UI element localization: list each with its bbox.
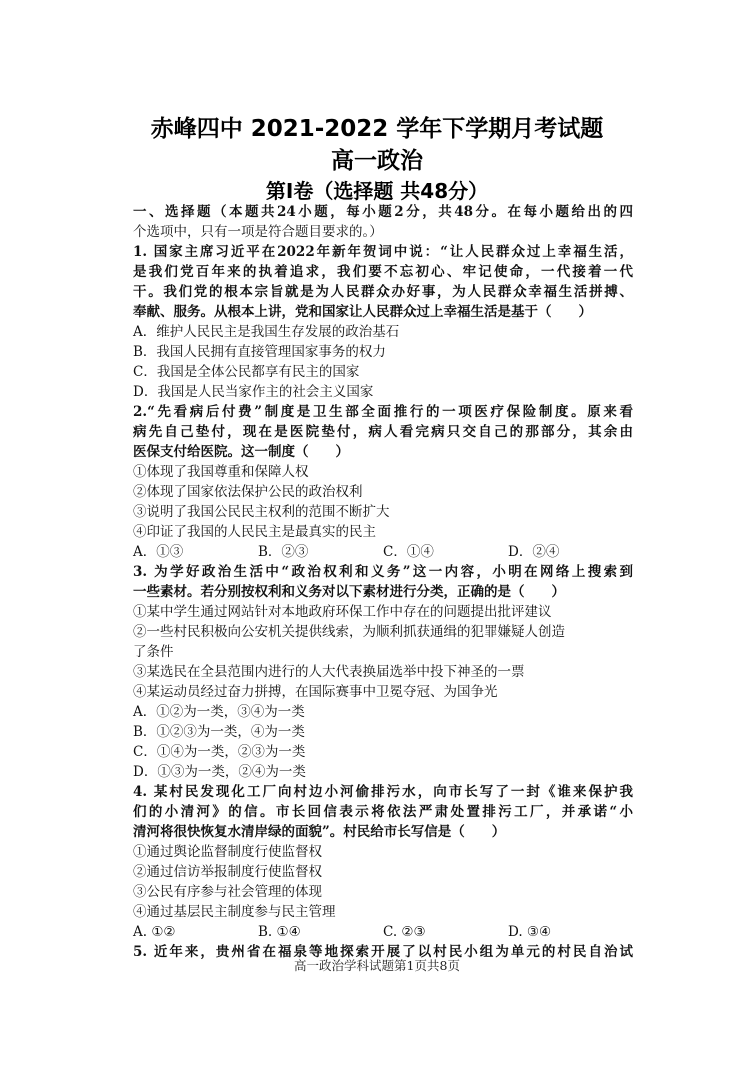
text-line: D．我国是人民当家作主的社会主义国家 [133, 384, 374, 400]
text-line: ①体现了我国尊重和保障人权 [133, 464, 309, 480]
text-line: 干。我们党的根本宗旨就是为人民群众办好事，为人民群众幸福生活拼搏、 [133, 284, 633, 300]
text-line: 一些素材。若分别按权利和义务对以下素材进行分类，正确的是（ ） [133, 584, 565, 600]
text-line: C．我国是全体公民都享有民主的国家 [133, 364, 360, 380]
answer-option: D．②④ [508, 544, 560, 560]
text-line: ②一些村民积极向公安机关提供线索，为顺利抓获通缉的犯罪嫌疑人创造 [133, 624, 565, 640]
answer-option: B．②③ [258, 544, 309, 560]
text-line: A．①②为一类，③④为一类 [133, 704, 305, 720]
answer-option: D. ③④ [508, 924, 552, 940]
text-line: 3. 为学好政治生活中“政治权利和义务”这一内容，小明在网络上搜索到 [133, 564, 633, 580]
text-line: B．我国人民拥有直接管理国家事务的权力 [133, 344, 386, 360]
text-line: ①某中学生通过网站针对本地政府环保工作中存在的问题提出批评建议 [133, 604, 552, 620]
exam-title: 赤峰四中 2021-2022 学年下学期月考试题 [150, 116, 604, 142]
text-line: 们的小清河》的信。市长回信表示将依法严肃处置排污工厂，并承诺“小 [133, 804, 633, 820]
text-line: ②体现了国家依法保护公民的政治权利 [133, 484, 363, 500]
text-line: 2.“先看病后付费”制度是卫生部全面推行的一项医疗保险制度。原来看 [133, 404, 633, 420]
text-line: 是我们党百年来的执着追求，我们要不忘初心、牢记使命，一代接着一代 [133, 264, 633, 280]
page-footer: 高一政治学科试题第1页共8页 [294, 958, 460, 973]
text-line: 清河将很快恢复水清岸绿的面貌”。村民给市长写信是（ ） [133, 824, 506, 840]
text-line: 一、选择题（本题共24小题，每小题2分，共48分。在每小题给出的四 [133, 204, 633, 220]
text-line: B．①②③为一类，④为一类 [133, 724, 305, 740]
text-line: ④某运动员经过奋力拼搏，在国际赛事中卫冕夺冠、为国争光 [133, 684, 498, 700]
answer-option: A．①③ [133, 544, 184, 560]
text-line: 5. 近年来，贵州省在福泉等地探索开展了以村民小组为单元的村民自治试 [133, 944, 633, 960]
text-line: ③说明了我国公民民主权利的范围不断扩大 [133, 504, 390, 520]
text-line: 了条件 [133, 644, 174, 660]
text-line: 病先自己垫付，现在是医院垫付，病人看完病只交自己的那部分，其余由 [133, 424, 633, 440]
answer-option: B. ①④ [258, 924, 301, 940]
section-title: 第Ⅰ卷（选择题 共48分） [265, 179, 489, 203]
text-line: ②通过信访举报制度行使监督权 [133, 864, 322, 880]
text-line: 医保支付给医院。这一制度（ ） [133, 444, 349, 460]
text-line: 个选项中，只有一项是符合题目要求的。） [133, 224, 383, 240]
text-line: D．①③为一类，②④为一类 [133, 764, 306, 780]
subject-title: 高一政治 [331, 148, 423, 174]
text-line: ①通过舆论监督制度行使监督权 [133, 844, 322, 860]
text-line: ④通过基层民主制度参与民主管理 [133, 904, 336, 920]
text-line: 4. 某村民发现化工厂向村边小河偷排污水，向市长写了一封《谁来保护我 [133, 784, 633, 800]
text-line: ③某选民在全县范围内进行的人大代表换届选举中投下神圣的一票 [133, 664, 525, 680]
answer-option: C．①④ [383, 544, 434, 560]
text-line: A．维护人民民主是我国生存发展的政治基石 [133, 324, 400, 340]
text-line: ④印证了我国的人民民主是最真实的民主 [133, 524, 376, 540]
text-line: C．①④为一类，②③为一类 [133, 744, 306, 760]
answer-options-row [133, 542, 633, 562]
answer-option: A. ①② [133, 924, 176, 940]
answer-option: C. ②③ [383, 924, 426, 940]
question-body [133, 202, 633, 962]
text-line: 1. 国家主席习近平在2022年新年贺词中说：“让人民群众过上幸福生活， [133, 244, 633, 260]
text-line: ③公民有序参与社会管理的体现 [133, 884, 322, 900]
answer-options-row [133, 922, 633, 942]
text-line: 奉献、服务。从根本上讲，党和国家让人民群众过上幸福生活是基于（ ） [133, 304, 592, 320]
